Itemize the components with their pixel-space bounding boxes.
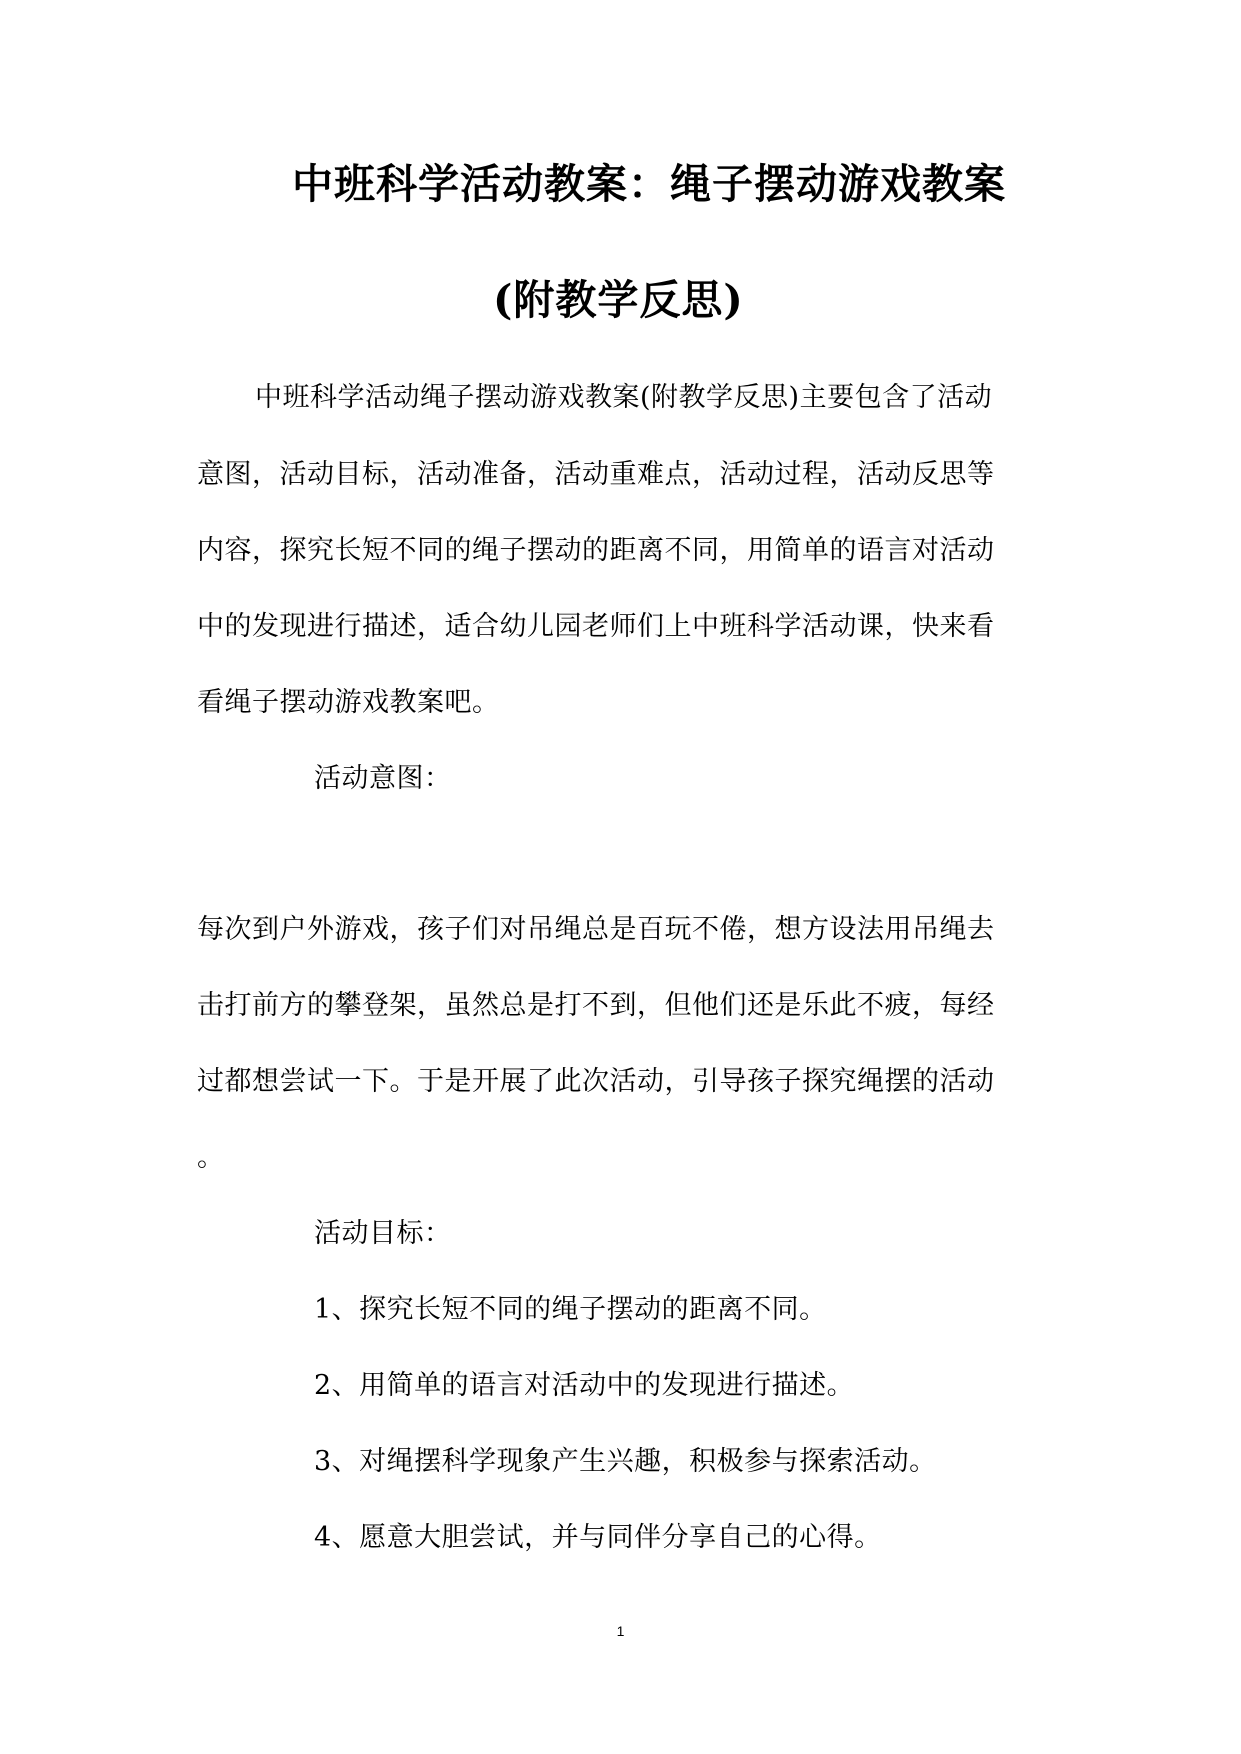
goal-item: 2、用简单的语言对活动中的发现进行描述。 — [314, 1370, 855, 1401]
goal-item: 1、探究长短不同的绳子摆动的距离不同。 — [314, 1294, 827, 1325]
intro-line-5: 看绳子摆动游戏教案吧。 — [197, 687, 500, 718]
intent-line-4: 。 — [197, 1142, 225, 1173]
intent-line-2: 击打前方的攀登架，虽然总是打不到，但他们还是乐此不疲，每经 — [197, 990, 995, 1021]
section-intent-heading: 活动意图： — [314, 763, 452, 794]
intro-line-2: 意图，活动目标，活动准备，活动重难点，活动过程，活动反思等 — [197, 459, 995, 490]
intro-line-4: 中的发现进行描述，适合幼儿园老师们上中班科学活动课，快来看 — [197, 611, 995, 642]
document-title-line-1: 中班科学活动教案：绳子摆动游戏教案 — [292, 160, 1006, 208]
goal-item: 4、愿意大胆尝试，并与同伴分享自己的心得。 — [314, 1522, 882, 1553]
document-title-line-2: (附教学反思) — [493, 276, 744, 324]
intent-line-1: 每次到户外游戏，孩子们对吊绳总是百玩不倦，想方设法用吊绳去 — [197, 914, 995, 945]
intro-line-1: 中班科学活动绳子摆动游戏教案(附教学反思)主要包含了活动 — [255, 382, 993, 413]
page-number: 1 — [616, 1623, 625, 1639]
goal-item: 3、对绳摆科学现象产生兴趣，积极参与探索活动。 — [314, 1446, 937, 1477]
intro-line-3: 内容，探究长短不同的绳子摆动的距离不同，用简单的语言对活动 — [197, 535, 995, 566]
section-goals-heading: 活动目标： — [314, 1218, 452, 1249]
intent-line-3: 过都想尝试一下。于是开展了此次活动，引导孩子探究绳摆的活动 — [197, 1066, 995, 1097]
